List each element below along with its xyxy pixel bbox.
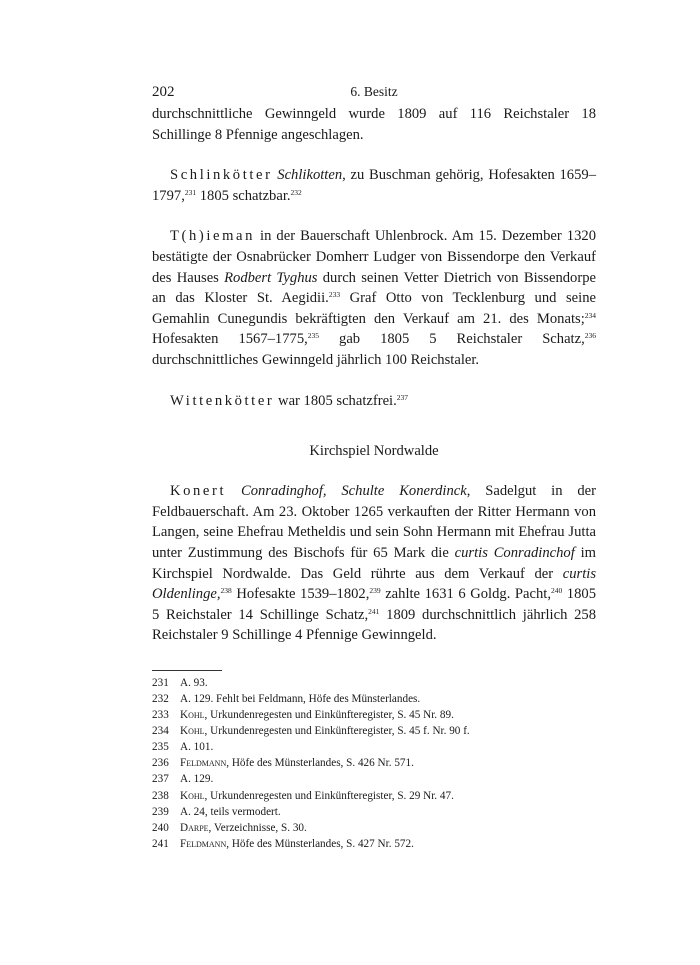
footnote-ref[interactable]: 236 [584,331,596,341]
footnote-text: A. 24, teils vermodert. [180,805,281,818]
paragraph-text: Hofesakte 1539–1802, [231,586,370,603]
paragraph-konert [152,481,596,646]
farm-name: Konert [170,483,227,500]
footnote [152,739,596,755]
footnote-text: A. 129. Fehlt bei Feldmann, Höfe des Münsterlandes. [180,692,421,705]
footnote [152,723,596,739]
footnote-author: Kohl [180,725,205,738]
paragraph-text: zahlte 1631 6 Goldg. Pacht, [380,586,551,603]
footnote-number: 236 [152,757,169,770]
italic-term: curtis Conradinchof [454,544,575,561]
italic-term: Conradinghof, Schulte Konerdinck [240,483,467,500]
paragraph-wittenkoetter [152,391,596,412]
footnote-text: , Verzeichnisse, S. 30. [208,821,307,834]
footnote [152,691,596,707]
footnote-ref[interactable]: 231 [184,187,197,197]
footnote-number: 231 [152,676,169,689]
footnote [152,788,596,804]
paragraph-text: 1805 schatzbar. [196,187,291,204]
paragraph-text: durch seinen Vetter Dietrich von Bissendorpe an das Kloster St. Aegidii. [152,269,596,307]
paragraph-text: durchschnittliche Gewinngeld wurde 1809 auf 116 Reichstaler 18 Schillinge 8 Pfennige angeschlagen. [152,106,596,143]
footnote-text: , Höfe des Münsterlandes, S. 427 Nr. 572. [226,837,414,850]
footnote [152,755,596,771]
paragraph-text: Graf Otto von Tecklenburg und seine Gemahlin Cunegundis bekräftigten den Verkauf am 21. des Monats; [152,290,596,327]
footnotes [152,675,596,852]
farm-name: Wittenkötter [170,392,275,409]
footnote-ref[interactable]: 232 [290,187,302,197]
footnote [152,804,596,820]
footnote-number: 238 [152,789,169,802]
footnote-number: 237 [152,773,169,786]
page-header [152,80,596,104]
footnote [152,707,596,723]
footnote-author: Feldmann [180,757,227,770]
paragraph-text: , Sadelgut in der Feldbauerschaft. Am 23. Oktober 1265 verkauften der Ritter Hermann von Langen, seine Ehefrau Metheldis und sein Sohn Hermann mit Ehefrau Jutta unter Zustimmung des Bischofs für 65 Mark die [152,483,596,561]
book-page [152,80,596,852]
footnote-text: , Urkundenregesten und Einkünfteregister, S. 29 Nr. 47. [204,789,454,802]
footnote [152,820,596,836]
paragraph-text: gab 1805 5 Reichstaler Schatz, [319,331,585,348]
footnote-text: A. 101. [180,741,214,754]
footnote-ref[interactable]: 233 [328,290,341,300]
footnote [152,836,596,852]
footnote-ref[interactable]: 239 [369,586,381,596]
paragraph-text: durchschnittliches Gewinngeld jährlich 100 Reichstaler. [152,351,480,368]
footnote-ref[interactable]: 238 [220,586,232,596]
footnote-number: 235 [152,741,169,754]
running-head: 6. Besitz [350,84,398,99]
footnote-number: 241 [152,837,169,850]
footnote-author: Kohl [180,709,205,722]
farm-name: T(h)ieman [170,228,255,245]
paragraph-gewinngeld [152,104,596,145]
paragraph-schlinkoetter [152,165,596,206]
footnote [152,771,596,787]
paragraph-text: im Kirchspiel Nordwalde. Das Geld rührte aus dem Verkauf der [152,544,596,582]
footnote-text: , Urkundenregesten und Einkünfteregister, S. 45 Nr. 89. [204,709,454,722]
footnote-text: , Höfe des Münsterlandes, S. 426 Nr. 571. [226,757,414,770]
footnote-number: 233 [152,709,169,722]
paragraph-text: in der Bauerschaft Uhlenbrock. Am 15. Dezember 1320 bestätigte der Osnabrücker Domherr Ludger von Bissendorpe den Verkauf des Hauses [152,228,596,286]
footnote-author: Feldmann [180,837,227,850]
farm-name: Schlinkötter [170,167,273,184]
footnote-separator [152,670,222,671]
farm-alias: Schlikotten [277,167,343,184]
footnote-number: 232 [152,692,169,705]
paragraph-text: 1809 durchschnittlich jährlich 258 Reichstaler 9 Schillinge 4 Pfennige Gewinngeld. [152,606,596,644]
footnote [152,675,596,691]
italic-term: curtis Oldenlinge, [152,565,596,603]
footnote-author: Kohl [180,789,205,802]
footnote-ref[interactable]: 234 [584,310,596,320]
section-heading: Kirchspiel Nordwalde [309,443,439,460]
footnote-number: 234 [152,725,169,738]
footnote-number: 239 [152,805,169,818]
paragraph-text: , zu Buschman gehörig, Hofesakten 1659–1797, [152,167,596,204]
footnote-number: 240 [152,821,169,834]
page-number: 202 [152,84,175,100]
footnote-ref[interactable]: 241 [368,606,380,616]
paragraph-text: war 1805 schatzfrei. [274,392,397,409]
paragraph-text: Hofesakten 1567–1775, [152,331,308,348]
paragraph-text: 1805 5 Reichstaler 14 Schillinge Schatz, [152,586,596,623]
footnote-ref[interactable]: 235 [307,331,320,341]
footnote-text: , Urkundenregesten und Einkünfteregister, S. 45 f. Nr. 90 f. [204,725,470,738]
footnote-author: Darpe [180,821,209,834]
footnote-text: A. 93. [180,676,208,689]
italic-term: Rodbert Tyghus [224,269,318,286]
footnote-ref[interactable]: 240 [550,586,563,596]
paragraph-thieman [152,226,596,370]
footnote-text: A. 129. [180,773,214,786]
footnote-ref[interactable]: 237 [396,392,408,402]
